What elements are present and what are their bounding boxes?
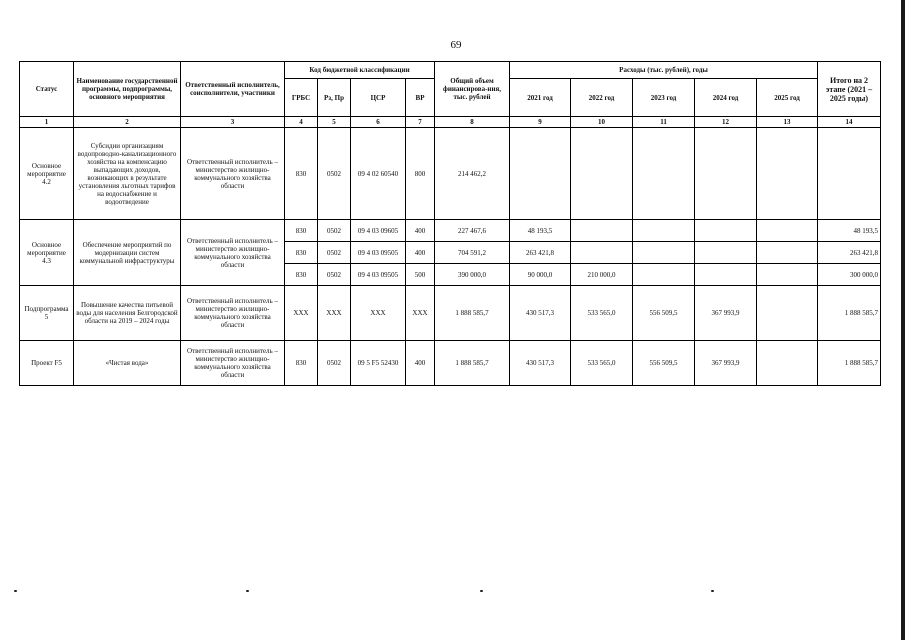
row-rzpr: 0502 <box>318 341 351 386</box>
row-vr: 800 <box>406 128 435 220</box>
row-itogo: 1 888 585,7 <box>818 341 881 386</box>
row-csr: 09 4 02 60540 <box>351 128 406 220</box>
row-rzpr: 0502 <box>318 220 351 242</box>
row-executor: Ответственный исполнитель – министерство жилищно-коммунального хозяйства области <box>181 286 285 341</box>
row-2025 <box>757 242 818 264</box>
column-number: 11 <box>633 117 695 128</box>
column-number: 9 <box>510 117 571 128</box>
row-2022: 210 000,0 <box>571 264 633 286</box>
header-vr: ВР <box>406 79 435 117</box>
row-rzpr: 0502 <box>318 242 351 264</box>
column-number: 6 <box>351 117 406 128</box>
row-grbs: 830 <box>285 341 318 386</box>
row-2023: 556 509,5 <box>633 286 695 341</box>
header-executor: Ответственный исполнитель, соисполнители, участники <box>181 62 285 117</box>
row-rzpr: 0502 <box>318 128 351 220</box>
header-2022: 2022 год <box>571 79 633 117</box>
row-name: Повышение качества питьевой воды для населения Белгородской области на 2019 – 2024 годы <box>74 286 181 341</box>
row-executor: Ответственный исполнитель – министерство жилищно-коммунального хозяйства области <box>181 220 285 286</box>
row-status: Основное мероприятие 4.3 <box>20 220 74 286</box>
row-2025 <box>757 220 818 242</box>
row-csr: 09 4 03 09605 <box>351 220 406 242</box>
table-row <box>20 220 881 242</box>
table-row <box>20 286 881 341</box>
page-edge <box>901 0 905 640</box>
scan-mark <box>480 590 483 592</box>
row-2025 <box>757 128 818 220</box>
row-grbs: XXX <box>285 286 318 341</box>
header-csr: ЦСР <box>351 79 406 117</box>
row-grbs: 830 <box>285 128 318 220</box>
row-2022: 533 565,0 <box>571 286 633 341</box>
row-executor: Ответственный исполнитель – министерство жилищно-коммунального хозяйства области <box>181 341 285 386</box>
column-number: 1 <box>20 117 74 128</box>
row-2022 <box>571 242 633 264</box>
row-2023 <box>633 220 695 242</box>
row-2021: 48 193,5 <box>510 220 571 242</box>
row-2025 <box>757 264 818 286</box>
row-2025 <box>757 341 818 386</box>
row-2024 <box>695 128 757 220</box>
row-2022: 533 565,0 <box>571 341 633 386</box>
header-expenses: Расходы (тыс. рублей), годы <box>510 62 818 79</box>
row-2024 <box>695 220 757 242</box>
row-2021: 90 000,0 <box>510 264 571 286</box>
row-name: «Чистая вода» <box>74 341 181 386</box>
row-2023: 556 509,5 <box>633 341 695 386</box>
row-name: Обеспечение мероприятий по модернизации систем коммунальной инфраструктуры <box>74 220 181 286</box>
table-row <box>20 341 881 386</box>
row-2025 <box>757 286 818 341</box>
row-itogo: 48 193,5 <box>818 220 881 242</box>
row-rzpr: XXX <box>318 286 351 341</box>
row-2021: 263 421,8 <box>510 242 571 264</box>
row-itogo <box>818 128 881 220</box>
column-number: 7 <box>406 117 435 128</box>
page-number: 69 <box>450 39 462 51</box>
row-total: 1 888 585,7 <box>435 286 510 341</box>
row-total: 1 888 585,7 <box>435 341 510 386</box>
row-2024 <box>695 264 757 286</box>
row-vr: XXX <box>406 286 435 341</box>
column-number: 14 <box>818 117 881 128</box>
row-status: Подпрограмма 5 <box>20 286 74 341</box>
column-number: 2 <box>74 117 181 128</box>
row-rzpr: 0502 <box>318 264 351 286</box>
row-2024: 367 993,9 <box>695 286 757 341</box>
row-vr: 400 <box>406 341 435 386</box>
row-2024 <box>695 242 757 264</box>
header-name: Наименование государственной программы, подпрограммы, основного мероприятия <box>74 62 181 117</box>
column-numbers-row <box>20 117 881 128</box>
row-csr: 09 4 03 09505 <box>351 242 406 264</box>
column-number: 12 <box>695 117 757 128</box>
header-grbs: ГРБС <box>285 79 318 117</box>
header-2025: 2025 год <box>757 79 818 117</box>
row-2024: 367 993,9 <box>695 341 757 386</box>
header-itogo: Итого на 2 этапе (2021 – 2025 годы) <box>818 62 881 117</box>
row-2021: 430 517,3 <box>510 286 571 341</box>
row-vr: 400 <box>406 220 435 242</box>
row-itogo: 263 421,8 <box>818 242 881 264</box>
column-number: 8 <box>435 117 510 128</box>
scan-mark <box>14 590 17 592</box>
row-itogo: 300 000,0 <box>818 264 881 286</box>
column-number: 4 <box>285 117 318 128</box>
row-2021 <box>510 128 571 220</box>
row-grbs: 830 <box>285 242 318 264</box>
row-total: 227 467,6 <box>435 220 510 242</box>
row-2022 <box>571 220 633 242</box>
budget-table <box>19 61 881 386</box>
header-2023: 2023 год <box>633 79 695 117</box>
column-number: 10 <box>571 117 633 128</box>
scan-mark <box>246 590 249 592</box>
header-rzpr: Рз, Пр <box>318 79 351 117</box>
row-csr: XXX <box>351 286 406 341</box>
row-name: Субсидии организациям водопроводно-канализационного хозяйства на компенсацию выпадающих доходов, возникающих в результате установления льготных тарифов на водоснабжение и водоотведение <box>74 128 181 220</box>
row-grbs: 830 <box>285 220 318 242</box>
row-2022 <box>571 128 633 220</box>
scan-mark <box>711 590 714 592</box>
row-2023 <box>633 128 695 220</box>
header-total-volume: Общий объем финансирова-ния, тыс. рублей <box>435 62 510 117</box>
header-2024: 2024 год <box>695 79 757 117</box>
header-2021: 2021 год <box>510 79 571 117</box>
row-executor: Ответственный исполнитель – министерство жилищно-коммунального хозяйства области <box>181 128 285 220</box>
row-csr: 09 4 03 09505 <box>351 264 406 286</box>
row-status: Проект F5 <box>20 341 74 386</box>
row-itogo: 1 888 585,7 <box>818 286 881 341</box>
column-number: 3 <box>181 117 285 128</box>
row-status: Основное мероприятие 4.2 <box>20 128 74 220</box>
row-grbs: 830 <box>285 264 318 286</box>
row-total: 390 000,0 <box>435 264 510 286</box>
row-csr: 09 5 F5 52430 <box>351 341 406 386</box>
row-2023 <box>633 242 695 264</box>
row-total: 214 462,2 <box>435 128 510 220</box>
header-status: Статус <box>20 62 74 117</box>
header-budget-code: Код бюджетной классификации <box>285 62 435 79</box>
row-vr: 400 <box>406 242 435 264</box>
table-row <box>20 128 881 220</box>
column-number: 13 <box>757 117 818 128</box>
row-total: 704 591,2 <box>435 242 510 264</box>
row-vr: 500 <box>406 264 435 286</box>
row-2021: 430 517,3 <box>510 341 571 386</box>
column-number: 5 <box>318 117 351 128</box>
row-2023 <box>633 264 695 286</box>
